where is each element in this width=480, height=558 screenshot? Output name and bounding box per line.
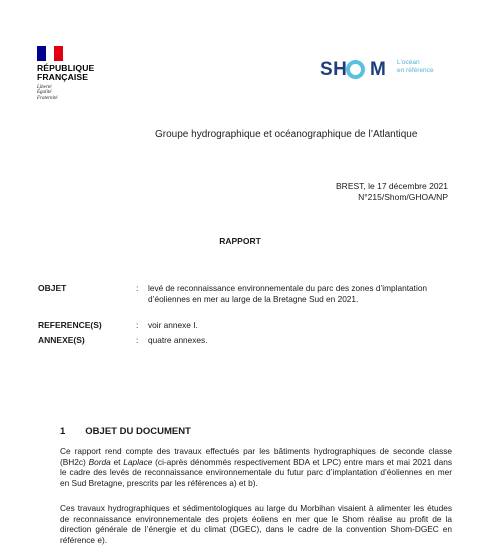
republique-francaise-logo xyxy=(37,46,127,101)
field-colon: : xyxy=(136,335,139,345)
section-number: 1 xyxy=(60,426,66,437)
place-date: BREST, le 17 décembre 2021 xyxy=(336,181,448,191)
document-type-title: RAPPORT xyxy=(219,236,261,246)
republic-title xyxy=(37,64,127,82)
flag-blue-band xyxy=(37,46,46,61)
field-colon: : xyxy=(136,320,139,330)
flag-red-band xyxy=(54,46,63,61)
field-value-annexes: quatre annexes. xyxy=(148,335,208,345)
shom-tagline-line: L'océan xyxy=(397,59,420,66)
ship-name: Borda xyxy=(88,456,111,467)
field-label-objet: OBJET xyxy=(38,283,67,293)
paragraph-1 xyxy=(60,446,452,488)
field-value-references: voir annexe I. xyxy=(148,320,198,330)
organization-name: Groupe hydrographique et océanographique de l’Atlantique xyxy=(155,129,418,140)
french-flag-icon xyxy=(37,46,63,61)
ship-name: Laplace xyxy=(123,456,153,467)
shom-ring-icon xyxy=(346,60,365,79)
shom-tagline xyxy=(397,59,434,75)
republic-title-line: RÉPUBLIQUE xyxy=(37,63,95,73)
field-label-references: REFERENCE(S) xyxy=(38,320,102,330)
shom-logo xyxy=(320,56,445,90)
paragraph-text: (ci-après dénommés respectivement BDA et LPC) entre mars et mai 2021 dans le cadre des levés de reconnaissance environnementale du futur parc d’implantation d’éoliennes en mer en Sud Bretagne, prescrits par les références a) et b). xyxy=(60,456,453,488)
paragraph-2: Ces travaux hydrographiques et sédimentologiques au large du Morbihan visaient à alimenter les études de reconnaissance environnementale des projets éoliens en mer que le Shom réalise au profit de la direction générale de l’énergie et du climat (DGEC), dans le cadre de la convention Shom-DGEC en référence e). xyxy=(60,503,452,545)
motto-line: Fraternité xyxy=(37,95,58,101)
section-title: OBJET DU DOCUMENT xyxy=(85,426,191,437)
paragraph-text: Ce rapport rend compte des travaux effectués par les bâtiments hydrographiques de seconde classe (BH2c) xyxy=(60,446,452,467)
section-heading xyxy=(60,426,191,437)
republic-title-line: FRANÇAISE xyxy=(37,72,89,82)
republic-motto xyxy=(37,85,127,101)
shom-tagline-line: en référence xyxy=(397,67,434,74)
flag-white-band xyxy=(46,46,55,61)
motto-line: Égalité xyxy=(37,90,52,96)
motto-line: Liberté xyxy=(37,85,52,90)
reference-number: N°215/Shom/GHOA/NP xyxy=(358,192,448,202)
shom-wordmark-right: M xyxy=(370,59,386,80)
field-label-annexes: ANNEXE(S) xyxy=(38,335,85,345)
shom-wordmark-left: SH xyxy=(320,59,348,80)
paragraph-text: et xyxy=(110,456,124,467)
field-value-objet: levé de reconnaissance environnementale du parc des zones d’implantation d’éoliennes en mer au large de la Bretagne Sud en 2021. xyxy=(148,283,428,304)
field-colon: : xyxy=(136,283,139,293)
